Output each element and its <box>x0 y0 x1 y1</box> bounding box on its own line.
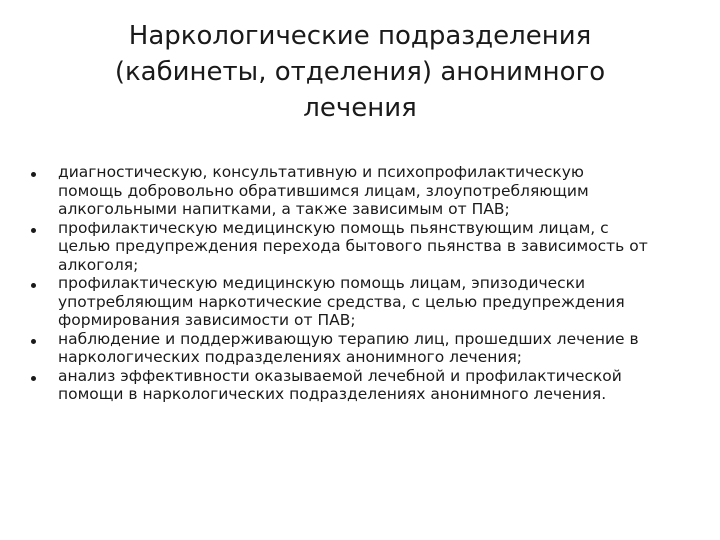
bullet-item <box>0 163 720 219</box>
title-line: (кабинеты, отделения) анонимного <box>114 57 606 87</box>
bullet-line: профилактическую медицинскую помощь пьянствующим лицам, с <box>58 218 609 237</box>
slide-title <box>60 18 660 126</box>
title-line: лечения <box>303 93 417 123</box>
bullet-item <box>0 330 720 367</box>
bullet-dot-icon <box>31 339 36 344</box>
bullet-text <box>58 219 698 275</box>
bullet-dot-icon <box>31 172 36 177</box>
bullet-text <box>58 274 698 330</box>
bullet-line: алкоголя; <box>58 255 139 274</box>
bullet-line: помощи в наркологических подразделениях анонимного лечения. <box>58 385 607 403</box>
bullet-line: профилактическую медицинскую помощь лицам, эпизодически <box>58 274 586 292</box>
title-line: Наркологические подразделения <box>128 21 592 51</box>
bullet-item <box>0 219 720 275</box>
bullet-text <box>58 163 698 219</box>
bullet-item <box>0 367 720 404</box>
bullet-line: анализ эффективности оказываемой лечебной и профилактической <box>58 366 622 385</box>
bullet-line: диагностическую, консультативную и психопрофилактическую <box>58 163 584 181</box>
bullet-text <box>58 367 698 404</box>
bullet-list <box>0 163 720 404</box>
bullet-line: наркологических подразделениях анонимного лечения; <box>58 348 522 366</box>
bullet-line: целью предупреждения перехода бытового пьянства в зависимость от <box>58 237 648 255</box>
bullet-line: наблюдение и поддерживающую терапию лиц, прошедших лечение в <box>58 329 639 348</box>
bullet-dot-icon <box>31 376 36 381</box>
bullet-item <box>0 274 720 330</box>
bullet-line: помощь добровольно обратившимся лицам, злоупотребляющим <box>58 181 589 200</box>
bullet-dot-icon <box>31 228 36 233</box>
bullet-dot-icon <box>31 283 36 288</box>
bullet-line: алкогольными напитками, а также зависимым от ПАВ; <box>58 200 510 218</box>
bullet-text <box>58 330 698 367</box>
bullet-line: формирования зависимости от ПАВ; <box>58 311 356 329</box>
bullet-line: употребляющим наркотические средства, с целью предупреждения <box>58 292 625 311</box>
